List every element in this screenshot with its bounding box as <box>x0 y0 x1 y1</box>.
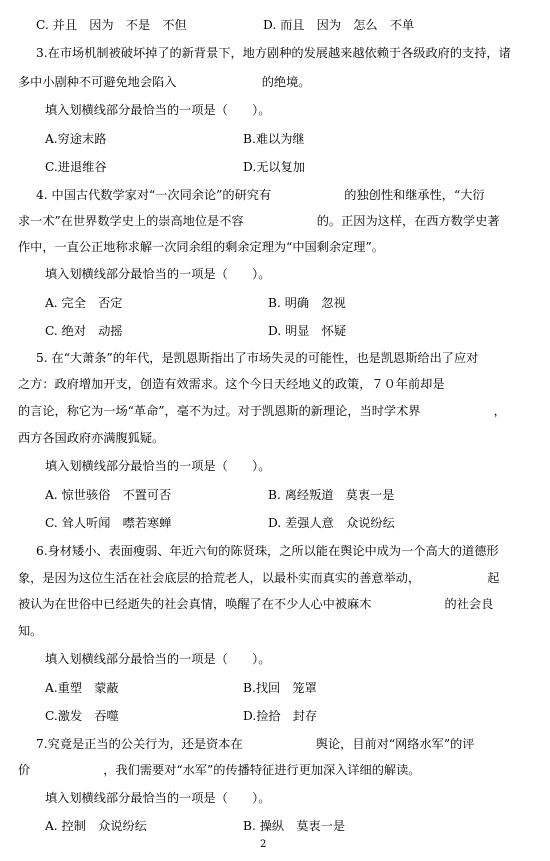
instruction: 填入划横线部分最恰当的一项是（ ）。 <box>45 791 271 805</box>
option-d: D. 明显 怀疑 <box>268 324 347 338</box>
option-d: D.无以复加 <box>243 160 305 174</box>
page-number: 2 <box>260 839 267 850</box>
question-5-line-3: 的言论，称它为一场“革命”，毫不为过。对于凯恩斯的新理论，当时学术界 ， <box>18 404 506 418</box>
question-6-line-3: 被认为在世俗中已经逝失的社会真情，唤醒了在不少人心中被麻木 的社会良 <box>18 597 494 611</box>
option-a: A.重塑 蒙蔽 <box>45 681 119 695</box>
instruction: 填入划横线部分最恰当的一项是（ ）。 <box>45 103 271 117</box>
question-7-line-2: 价 ，我们需要对“水军”的传播特征进行更加深入详细的解读。 <box>18 763 421 777</box>
option-a: A. 完全 否定 <box>45 296 123 310</box>
option-b: B. 明确 忽视 <box>268 296 346 310</box>
instruction: 填入划横线部分最恰当的一项是（ ）。 <box>45 459 271 473</box>
option-d: D. 而且 因为 怎么 不单 <box>263 18 415 32</box>
question-6-line-1: 6.身材矮小、表面瘦弱、年近六旬的陈贤珠，之所以能在舆论中成为一个高大的道德形 <box>36 544 499 558</box>
option-a: A.穷途末路 <box>45 132 107 146</box>
question-6-line-2: 象，是因为这位生活在社会底层的拾荒老人，以最朴实而真实的善意举动， 起 <box>18 571 500 585</box>
question-5-line-4: 西方各国政府亦满腹狐疑。 <box>18 431 165 445</box>
option-a: A. 惊世骇俗 不置可否 <box>45 488 172 502</box>
option-b: B. 操纵 莫衷一是 <box>243 819 346 833</box>
option-d: D.捡拾 封存 <box>243 709 318 723</box>
option-c: C. 绝对 动摇 <box>45 324 123 338</box>
option-c: C. 耸人听闻 噤若寒蝉 <box>45 516 172 530</box>
option-b: B.找回 笼罩 <box>243 681 317 695</box>
question-3-line-1: 3.在市场机制被破坏掉了的新背景下，地方剧种的发展越来越依赖于各级政府的支持，诸 <box>36 46 511 60</box>
question-4-line-1: 4. 中国古代数学家对“一次同余论”的研究有 的独创性和继承性，“大衍 <box>36 188 485 202</box>
option-b: B. 离经叛道 莫衷一是 <box>268 488 395 502</box>
option-a: A. 控制 众说纷纭 <box>45 819 147 833</box>
option-c: C.进退维谷 <box>45 160 107 174</box>
question-5-line-2: 之方：政府增加开支，创造有效需求。这个今日天经地义的政策，７０年前却是 <box>18 377 445 391</box>
option-c: C.激发 吞噬 <box>45 709 119 723</box>
question-3-line-2: 多中小剧种不可避免地会陷入 的绝境。 <box>18 75 311 89</box>
option-d: D. 差强人意 众说纷纭 <box>268 516 395 530</box>
option-c: C. 并且 因为 不是 不但 <box>36 18 187 32</box>
option-b: B.难以为继 <box>243 132 305 146</box>
question-4-line-3: 作中，一直公正地称求解一次同余组的剩余定理为“中国剩余定理”。 <box>18 240 384 254</box>
instruction: 填入划横线部分最恰当的一项是（ ）。 <box>45 652 271 666</box>
question-6-line-4: 知。 <box>18 624 43 638</box>
question-4-line-2: 求一术”在世界数学史上的崇高地位是不容 的。正因为这样，在西方数学史著 <box>18 214 500 228</box>
question-7-line-1: 7.究竟是正当的公关行为，还是资本在 舆论，目前对“网络水军”的评 <box>36 737 475 751</box>
instruction: 填入划横线部分最恰当的一项是（ ）。 <box>45 267 271 281</box>
question-5-line-1: 5. 在“大萧条”的年代，是凯恩斯指出了市场失灵的可能性，也是凯恩斯给出了应对 <box>36 351 479 365</box>
